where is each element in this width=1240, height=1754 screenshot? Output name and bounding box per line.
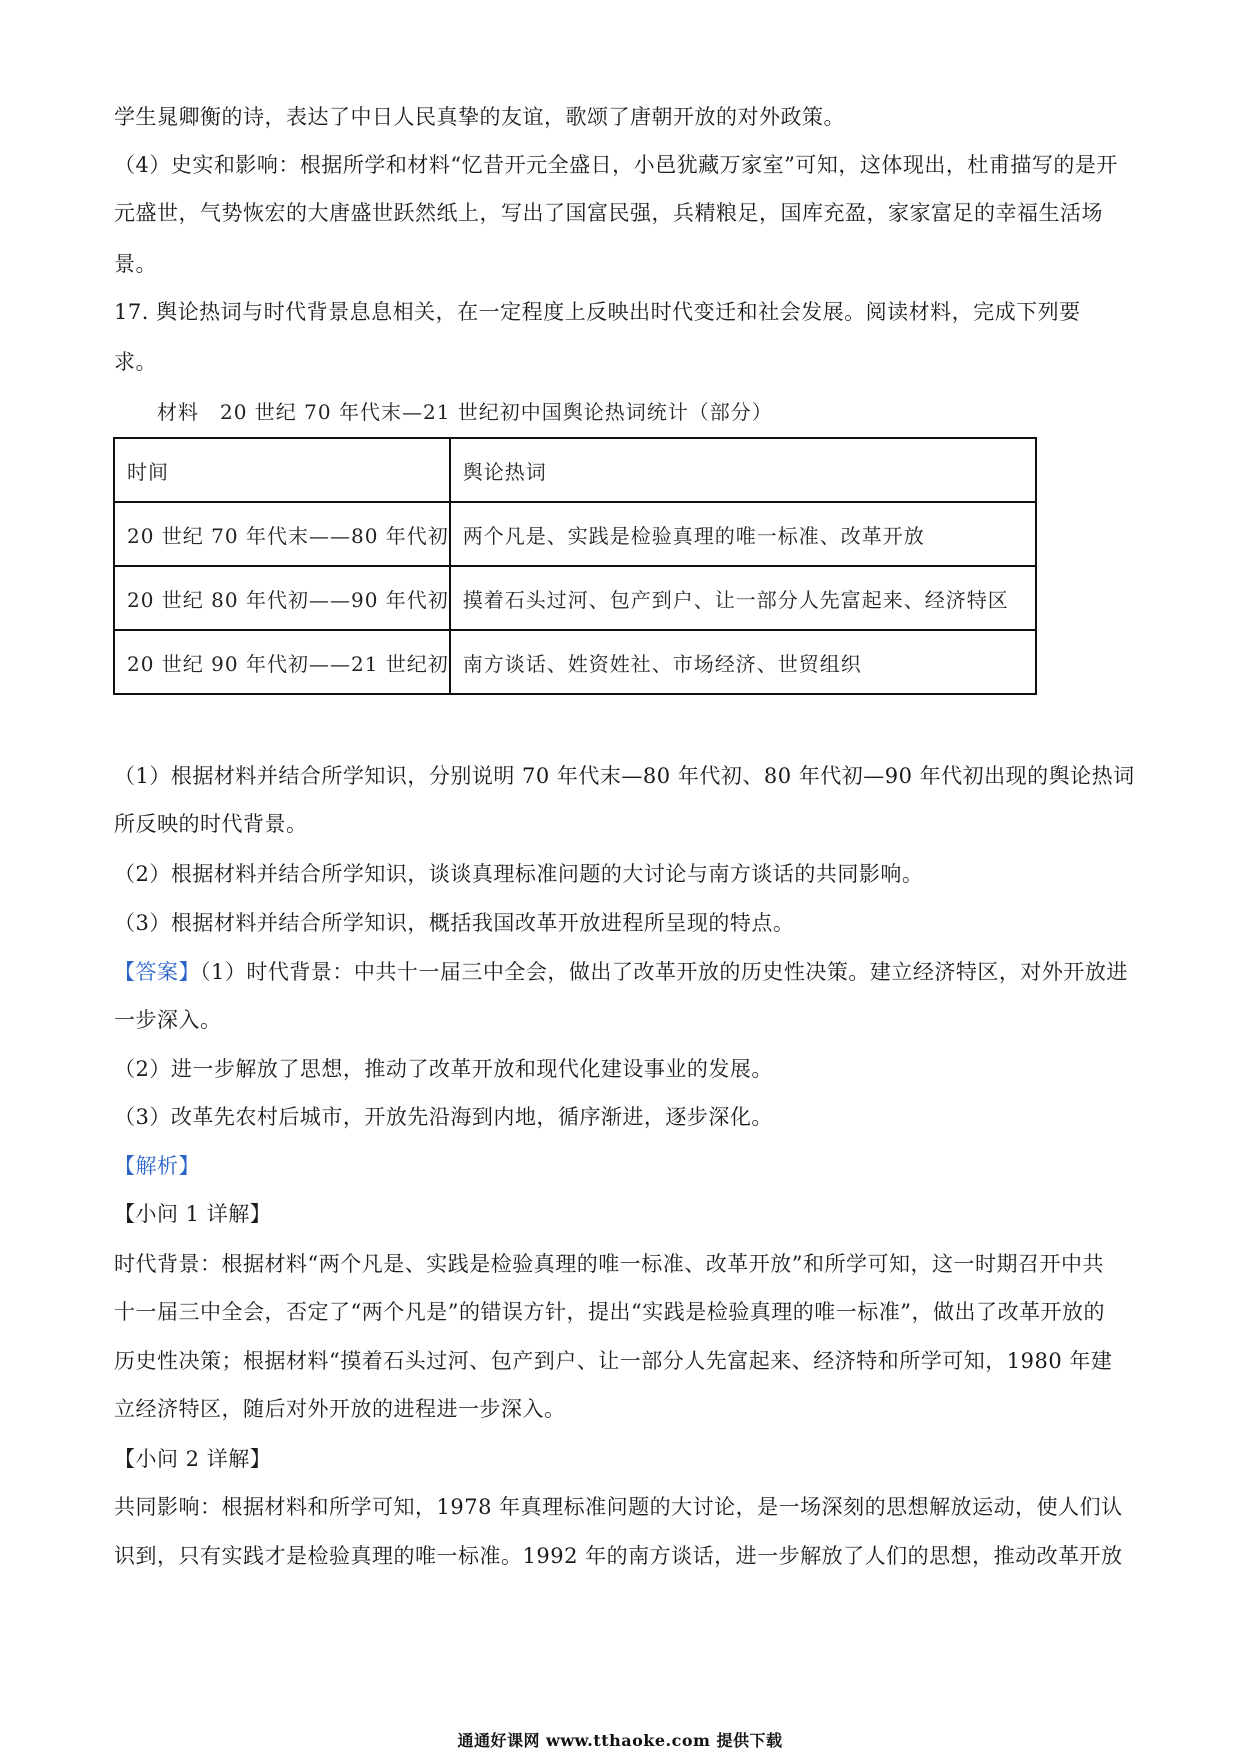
analysis-line: 立经济特区，随后对外开放的进程进一步深入。 [114,1397,566,1421]
sub-heading: 【小问 2 详解】 [114,1447,272,1471]
paragraph-line: 景。 [114,252,157,276]
hot-words-table [113,437,1037,695]
paragraph-line: 元盛世，气势恢宏的大唐盛世跃然纸上，写出了国富民强，兵精粮足，国库充盈，家家富足的幸福生活场 [114,201,1103,225]
paragraph-line: 学生晁卿衡的诗，表达了中日人民真挚的友谊，歌颂了唐朝开放的对外政策。 [114,105,845,129]
sub-heading: 【小问 1 详解】 [114,1202,272,1226]
table-cell-words: 南方谈话、姓资姓社、市场经济、世贸组织 [450,630,1036,694]
sub-question-line: 所反映的时代背景。 [114,812,308,836]
sub-question-line: （2）根据材料并结合所学知识，谈谈真理标准问题的大讨论与南方谈话的共同影响。 [114,862,924,886]
table-cell-words: 摸着石头过河、包产到户、让一部分人先富起来、经济特区 [450,566,1036,630]
analysis-line: 时代背景：根据材料“两个凡是、实践是检验真理的唯一标准、改革开放”和所学可知，这一时期召开中共 [114,1252,1104,1276]
question-17-line: 求。 [114,350,157,374]
sub-question-line: （1）根据材料并结合所学知识，分别说明 70 年代末—80 年代初、80 年代初—90 年代初出现的舆论热词 [114,764,1135,788]
table-row [114,630,1036,694]
table-cell-period: 20 世纪 70 年代末——80 年代初 [114,502,450,566]
table-header-cell: 舆论热词 [450,438,1036,502]
table-cell-words: 两个凡是、实践是检验真理的唯一标准、改革开放 [450,502,1036,566]
sub-question-line: （3）根据材料并结合所学知识，概括我国改革开放进程所呈现的特点。 [114,911,795,935]
table-cell-period: 20 世纪 90 年代初——21 世纪初 [114,630,450,694]
table-cell-period: 20 世纪 80 年代初——90 年代初 [114,566,450,630]
table-row [114,502,1036,566]
answer-line: 一步深入。 [114,1008,222,1032]
paragraph-line: （4）史实和影响：根据所学和材料“忆昔开元全盛日，小邑犹藏万家室”可知，这体现出，杜甫描写的是开 [114,153,1118,177]
answer-line: （3）改革先农村后城市，开放先沿海到内地，循序渐进，逐步深化。 [114,1105,773,1129]
material-title: 材料 20 世纪 70 年代末—21 世纪初中国舆论热词统计（部分） [157,400,773,424]
table-header-cell: 时间 [114,438,450,502]
answer-text: （1）时代背景：中共十一届三中全会，做出了改革开放的历史性决策。建立经济特区，对外开放进 [200,960,1128,984]
answer-tag: 【答案】 [114,960,200,984]
answer-line: （2）进一步解放了思想，推动了改革开放和现代化建设事业的发展。 [114,1057,773,1081]
page-footer: 通通好课网 www.tthaoke.com 提供下载 [457,1731,783,1750]
analysis-line: 十一届三中全会，否定了“两个凡是”的错误方针，提出“实践是检验真理的唯一标准”，做出了改革开放的 [114,1300,1105,1324]
question-17-line: 17. 舆论热词与时代背景息息相关，在一定程度上反映出时代变迁和社会发展。阅读材料，完成下列要 [114,300,1081,324]
table-row [114,566,1036,630]
analysis-line: 共同影响：根据材料和所学可知，1978 年真理标准问题的大讨论，是一场深刻的思想解放运动，使人们认 [114,1495,1123,1519]
analysis-line: 识到，只有实践才是检验真理的唯一标准。1992 年的南方谈话，进一步解放了人们的思想，推动改革开放 [114,1544,1123,1568]
answer-line [114,958,1128,986]
analysis-tag: 【解析】 [114,1154,200,1178]
table-header-row [114,438,1036,502]
analysis-line: 历史性决策；根据材料“摸着石头过河、包产到户、让一部分人先富起来、经济特和所学可知，1980 年建 [114,1349,1113,1373]
